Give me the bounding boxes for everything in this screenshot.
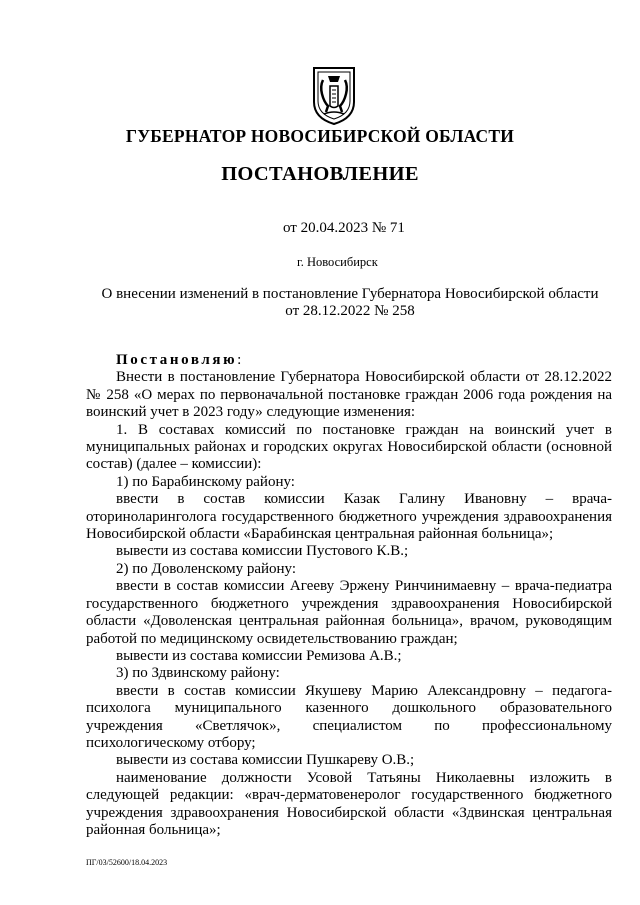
body-paragraph: Внести в постановление Губернатора Новосибирской области от 28.12.2022 № 258 «О мерах по первоначальной постановке граждан 2006 года рождения на воинский учет в 2023 году» следующие изменения: xyxy=(86,369,612,421)
body-paragraph: вывести из состава комиссии Ремизова А.В.; xyxy=(116,647,402,664)
body-paragraph: 1. В составах комиссий по постановке граждан на воинский учет в муниципальных районах и городских округах Новосибирской области (основной состав) (далее – комиссии): xyxy=(86,421,612,473)
body-paragraph: 2) по Доволенскому району: xyxy=(116,560,297,577)
document-footer-code: ПГ/03/52600/18.04.2023 xyxy=(86,858,168,867)
body-paragraph: 1) по Барабинскому району: xyxy=(116,473,295,490)
body-paragraph: вывести из состава комиссии Пустового К.В.; xyxy=(116,543,409,560)
resolution-lead xyxy=(86,352,612,369)
body-paragraph: наименование должности Усовой Татьяны Николаевны изложить в следующей редакции: «врач-дерматовенеролог государственного бюджетного учреждения здравоохранения Новосибирской области «Здвинская центральная районная больница»; xyxy=(86,769,612,838)
body-paragraph: вывести из состава комиссии Пушкареву О.В.; xyxy=(116,752,415,769)
document-subject xyxy=(100,286,600,320)
body-paragraph: 3) по Здвинскому району: xyxy=(116,665,280,682)
lead-word: Постановляю xyxy=(116,352,238,368)
body-paragraph: ввести в состав комиссии Якушеву Марию Александровну – педагога-психолога муниципального казенного дошкольного образовательного учреждения «Светлячок», специалистом по профессиональному психологическому отбору; xyxy=(86,682,612,751)
body-paragraph: ввести в состав комиссии Казак Галину Ивановну – врача-оториноларинголога государственного бюджетного учреждения здравоохранения Новосибирской области «Барабинская центральная районная больница»; xyxy=(86,491,612,543)
document-type-heading: ПОСТАНОВЛЕНИЕ xyxy=(221,163,419,185)
coat-of-arms-emblem-icon xyxy=(306,62,362,126)
document-city: г. Новосибирск xyxy=(297,255,378,269)
lead-colon: : xyxy=(237,352,242,368)
document-date-number: от 20.04.2023 № 71 xyxy=(283,220,405,236)
subject-line-1: О внесении изменений в постановление Губернатора Новосибирской области xyxy=(101,286,599,302)
subject-line-2: от 28.12.2022 № 258 xyxy=(285,303,415,319)
body-paragraph: ввести в состав комиссии Агееву Эржену Ринчинимаевну – врача-педиатра государственного бюджетного учреждения здравоохранения Новосибирской области «Доволенская центральная районная больница», врачом, руководящим работой по медицинскому освидетельствованию граждан; xyxy=(86,578,612,647)
issuing-authority-heading: ГУБЕРНАТОР НОВОСИБИРСКОЙ ОБЛАСТИ xyxy=(125,126,515,146)
document-body xyxy=(86,352,612,839)
